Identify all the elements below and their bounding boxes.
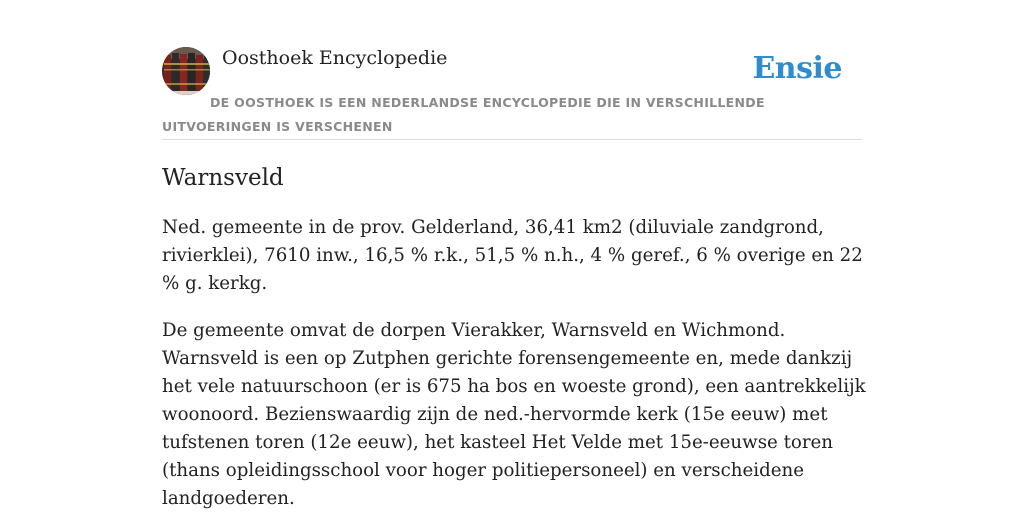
article-title: Warnsveld xyxy=(162,165,284,191)
ensie-logo[interactable]: Ensie xyxy=(752,51,842,86)
article-body xyxy=(162,162,866,512)
encyclopedia-books-icon xyxy=(162,47,210,95)
book-avatar[interactable] xyxy=(162,47,210,95)
header-divider xyxy=(162,139,862,140)
book-title-link[interactable]: Oosthoek Encyclopedie xyxy=(222,47,448,69)
article-paragraph-2: De gemeente omvat de dorpen Vierakker, Warnsveld en Wichmond. Warnsveld is een op Zutphen gerichte forensengemeente en, mede dankzij het vele natuurschoon (er is 675 ha bos en woeste grond), een aantrekkelijk woonoord. Bezienswaardig zijn de ned.-hervormde kerk (15e eeuw) met tufstenen toren (12e eeuw), het kasteel Het Velde met 15e-eeuwse toren (thans opleidingsschool voor hoger politiepersoneel) en verscheidene landgoederen. xyxy=(162,320,866,509)
article-paragraph-1: Ned. gemeente in de prov. Gelderland, 36,41 km2 (diluviale zandgrond, rivierklei), 7610 inw., 16,5 % r.k., 51,5 % n.h., 4 % geref., 6 % overige en 22 % g. kerkg. xyxy=(162,217,863,294)
book-description: DE OOSTHOEK IS EEN NEDERLANDSE ENCYCLOPEDIE DIE IN VERSCHILLENDE UITVOERINGEN IS VERSCHENEN xyxy=(162,95,765,134)
